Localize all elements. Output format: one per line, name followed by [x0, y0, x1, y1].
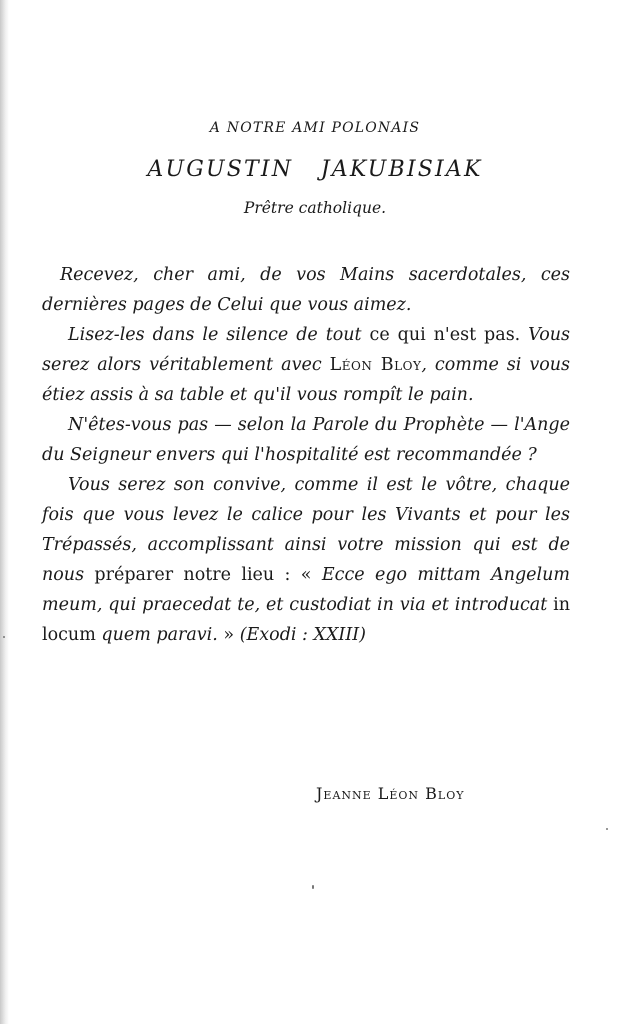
text-run: Recevez, cher ami, de vos Mains sacerdotales, ces dernières pages de Celui que vous aimez.	[42, 265, 570, 315]
page-speck	[3, 636, 5, 638]
page-speck	[312, 885, 314, 889]
author-name: Léon Bloy	[329, 355, 422, 375]
text-run: N'êtes-vous pas — selon la Parole du Prophète — l'Ange du Seigneur envers qui l'hospitalité est recommandée ?	[42, 415, 570, 465]
paragraph-4	[42, 470, 570, 650]
text-run: Lisez-les dans le silence de tout	[68, 325, 362, 345]
paragraph-3	[42, 410, 570, 470]
paragraph-2	[42, 320, 570, 410]
text-run: »	[217, 625, 240, 645]
text-run: ce qui n'est pas.	[361, 325, 521, 345]
dedication-name: AUGUSTIN JAKUBISIAK	[147, 157, 483, 182]
text-run: in locum	[42, 595, 571, 645]
dedication-letter	[42, 260, 570, 650]
dedication-line: A NOTRE AMI POLONAIS	[209, 120, 421, 136]
latin-quote: Ecce ego mittam Angelum meum, qui praecedat te, et custodiat in via et introducat	[42, 565, 571, 615]
text-run: Vous serez son convive, comme il est le vôtre, chaque fois que vous levez le calice pour les Vivants et pour les Trépassés, accomplissant ainsi votre mission qui est de nous	[42, 475, 570, 585]
page-speck	[606, 828, 608, 830]
latin-quote-end: quem paravi.	[101, 625, 218, 645]
text-run: préparer notre lieu : «	[84, 565, 322, 585]
text-run: Vous serez alors véritablement avec	[42, 325, 570, 375]
page-edge	[0, 0, 9, 1024]
signature: Jeanne Léon Bloy	[316, 784, 465, 803]
citation: (Exodi : XXIII)	[239, 625, 366, 645]
text-run: , comme si vous étiez assis à sa table et qu'il vous rompît le pain.	[42, 355, 570, 405]
dedication-subtitle: Prêtre catholique.	[243, 199, 387, 217]
paragraph-1	[42, 260, 570, 320]
